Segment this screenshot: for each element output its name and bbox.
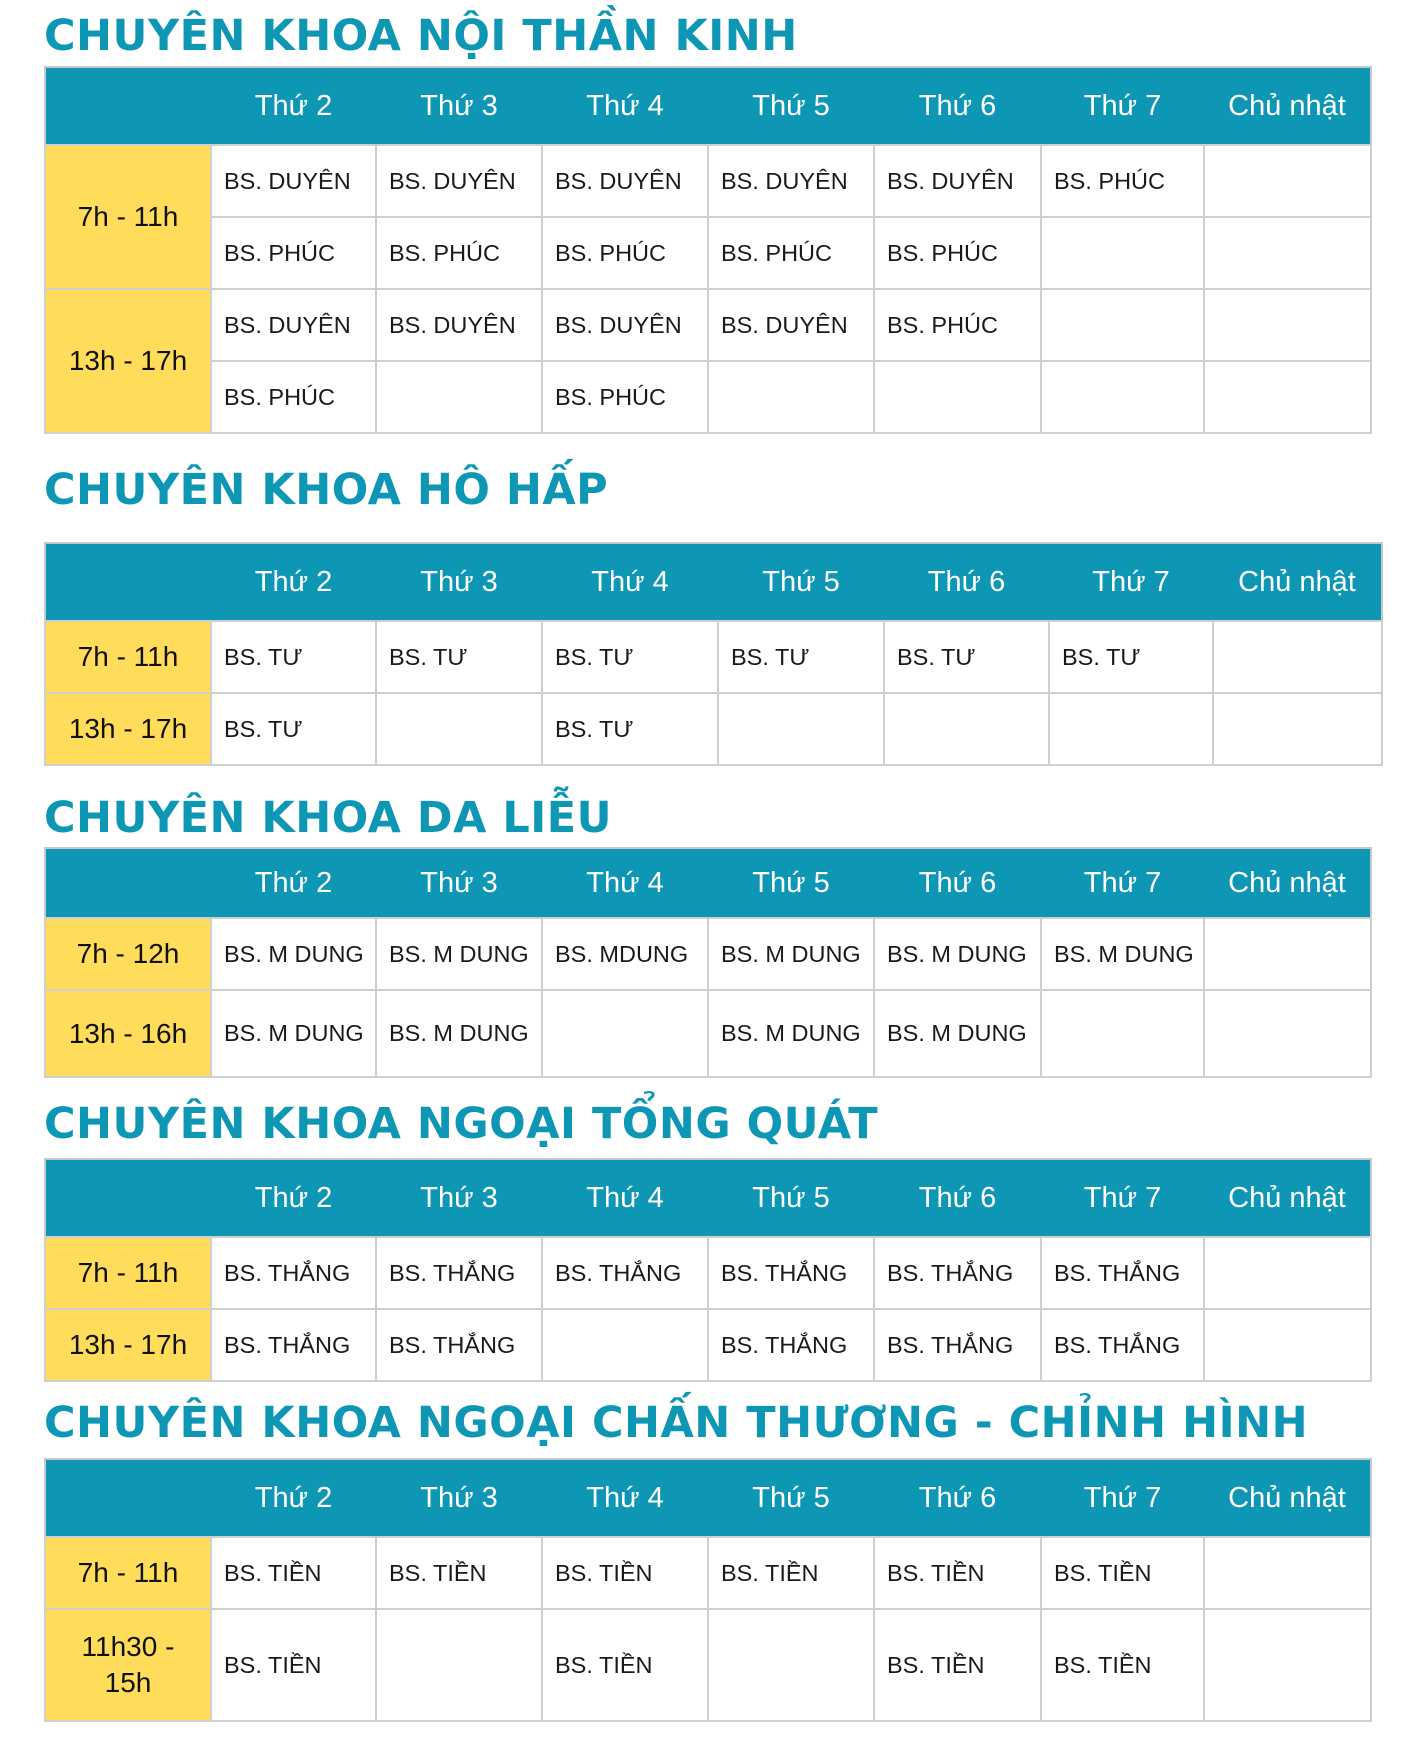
- day-header: Thứ 4: [542, 1159, 708, 1237]
- table-row: [45, 1609, 1371, 1721]
- section-title: CHUYÊN KHOA NGOẠI CHẤN THƯƠNG - CHỈNH HÌNH: [44, 1398, 1309, 1448]
- doctor-cell: BS. M DUNG: [376, 990, 542, 1077]
- doctor-cell: BS. MDUNG: [542, 918, 708, 990]
- doctor-cell: BS. TIỀN: [874, 1609, 1041, 1721]
- day-header: Thứ 2: [211, 1459, 376, 1537]
- time-slot-label: 13h - 17h: [45, 289, 211, 433]
- day-header: Thứ 4: [542, 543, 718, 621]
- time-slot-label: 13h - 17h: [45, 1309, 211, 1381]
- doctor-cell: [1041, 990, 1204, 1077]
- doctor-cell: BS. THẮNG: [1041, 1237, 1204, 1309]
- doctor-cell: [1041, 361, 1204, 433]
- day-header: Thứ 6: [874, 1459, 1041, 1537]
- header-row: [45, 848, 1371, 918]
- doctor-cell: BS. TƯ: [1049, 621, 1213, 693]
- time-slot-label: 7h - 11h: [45, 621, 211, 693]
- doctor-cell: BS. M DUNG: [708, 918, 874, 990]
- doctor-cell: BS. THẮNG: [211, 1309, 376, 1381]
- doctor-cell: BS. PHÚC: [542, 217, 708, 289]
- schedule-table: [44, 1458, 1372, 1722]
- doctor-cell: [1204, 1309, 1371, 1381]
- table-row: [45, 1237, 1371, 1309]
- doctor-cell: BS. THẮNG: [874, 1309, 1041, 1381]
- doctor-cell: BS. TƯ: [542, 693, 718, 765]
- doctor-cell: BS. TƯ: [884, 621, 1049, 693]
- header-corner: [45, 848, 211, 918]
- header-corner: [45, 67, 211, 145]
- day-header: Thứ 3: [376, 848, 542, 918]
- day-header: Chủ nhật: [1204, 67, 1371, 145]
- doctor-cell: [708, 361, 874, 433]
- doctor-cell: BS. PHÚC: [1041, 145, 1204, 217]
- day-header: Thứ 7: [1041, 1459, 1204, 1537]
- doctor-cell: [1204, 217, 1371, 289]
- doctor-cell: BS. M DUNG: [708, 990, 874, 1077]
- day-header: Thứ 5: [708, 67, 874, 145]
- doctor-cell: BS. THẮNG: [542, 1237, 708, 1309]
- doctor-cell: BS. M DUNG: [376, 918, 542, 990]
- schedule-table: [44, 847, 1372, 1078]
- day-header: Thứ 7: [1041, 1159, 1204, 1237]
- doctor-cell: BS. TƯ: [542, 621, 718, 693]
- section-title: CHUYÊN KHOA HÔ HẤP: [44, 465, 609, 515]
- day-header: Thứ 6: [874, 848, 1041, 918]
- day-header: Chủ nhật: [1213, 543, 1382, 621]
- doctor-cell: BS. THẮNG: [376, 1237, 542, 1309]
- doctor-cell: BS. TIỀN: [874, 1537, 1041, 1609]
- doctor-cell: BS. THẮNG: [708, 1309, 874, 1381]
- doctor-cell: BS. M DUNG: [211, 990, 376, 1077]
- table-row: [45, 918, 1371, 990]
- doctor-cell: BS. TIỀN: [708, 1537, 874, 1609]
- doctor-cell: BS. DUYÊN: [376, 289, 542, 361]
- doctor-cell: BS. PHÚC: [542, 361, 708, 433]
- table-row: [45, 145, 1371, 217]
- doctor-cell: BS. M DUNG: [211, 918, 376, 990]
- section-chuyen-khoa-ngoai-tong-quat: [44, 1098, 1346, 1360]
- doctor-cell: BS. DUYÊN: [542, 289, 708, 361]
- day-header: Thứ 3: [376, 543, 542, 621]
- doctor-cell: BS. DUYÊN: [708, 289, 874, 361]
- doctor-cell: [1213, 693, 1382, 765]
- doctor-cell: BS. DUYÊN: [211, 145, 376, 217]
- doctor-cell: BS. THẮNG: [708, 1237, 874, 1309]
- header-row: [45, 1159, 1371, 1237]
- day-header: Thứ 3: [376, 1459, 542, 1537]
- doctor-cell: [708, 1609, 874, 1721]
- doctor-cell: BS. TƯ: [376, 621, 542, 693]
- section-chuyen-khoa-noi-than-kinh: [44, 10, 1346, 410]
- doctor-cell: [718, 693, 884, 765]
- doctor-cell: [1204, 990, 1371, 1077]
- doctor-cell: BS. TIỀN: [211, 1537, 376, 1609]
- doctor-cell: [1049, 693, 1213, 765]
- table-row: [45, 217, 1371, 289]
- day-header: Thứ 3: [376, 1159, 542, 1237]
- doctor-cell: BS. DUYÊN: [211, 289, 376, 361]
- doctor-cell: [542, 1309, 708, 1381]
- section-title: CHUYÊN KHOA NGOẠI TỔNG QUÁT: [44, 1099, 879, 1149]
- section-chuyen-khoa-da-lieu: [44, 792, 1346, 1049]
- table-row: [45, 1537, 1371, 1609]
- time-slot-label: 11h30 - 15h: [45, 1609, 211, 1721]
- doctor-cell: [542, 990, 708, 1077]
- table-row: [45, 289, 1371, 361]
- day-header: Thứ 6: [874, 1159, 1041, 1237]
- doctor-cell: BS. M DUNG: [1041, 918, 1204, 990]
- header-row: [45, 543, 1382, 621]
- table-row: [45, 621, 1382, 693]
- doctor-cell: BS. THẮNG: [211, 1237, 376, 1309]
- doctor-cell: BS. DUYÊN: [874, 145, 1041, 217]
- doctor-cell: [1204, 289, 1371, 361]
- header-row: [45, 67, 1371, 145]
- doctor-cell: BS. TƯ: [718, 621, 884, 693]
- time-slot-label: 7h - 12h: [45, 918, 211, 990]
- day-header: Thứ 5: [718, 543, 884, 621]
- header-row: [45, 1459, 1371, 1537]
- doctor-cell: BS. M DUNG: [874, 990, 1041, 1077]
- section-title: CHUYÊN KHOA DA LIỄU: [44, 793, 613, 843]
- table-row: [45, 693, 1382, 765]
- time-slot-label: 13h - 16h: [45, 990, 211, 1077]
- schedule-table: [44, 542, 1383, 766]
- day-header: Thứ 5: [708, 1159, 874, 1237]
- section-title: CHUYÊN KHOA NỘI THẦN KINH: [44, 11, 798, 61]
- doctor-cell: BS. PHÚC: [874, 289, 1041, 361]
- doctor-cell: BS. DUYÊN: [376, 145, 542, 217]
- header-corner: [45, 1159, 211, 1237]
- table-row: [45, 1309, 1371, 1381]
- doctor-cell: BS. PHÚC: [376, 217, 542, 289]
- time-slot-label: 7h - 11h: [45, 1537, 211, 1609]
- doctor-cell: BS. TIỀN: [211, 1609, 376, 1721]
- doctor-cell: [1041, 289, 1204, 361]
- day-header: Thứ 7: [1041, 848, 1204, 918]
- day-header: Chủ nhật: [1204, 848, 1371, 918]
- schedule-table: [44, 66, 1372, 434]
- doctor-cell: [874, 361, 1041, 433]
- doctor-cell: [376, 1609, 542, 1721]
- day-header: Thứ 6: [874, 67, 1041, 145]
- section-chuyen-khoa-ngoai-chan-thuong-chinh-hinh: [44, 1397, 1346, 1698]
- doctor-cell: BS. THẮNG: [874, 1237, 1041, 1309]
- day-header: Thứ 3: [376, 67, 542, 145]
- doctor-cell: [1204, 918, 1371, 990]
- day-header: Thứ 7: [1049, 543, 1213, 621]
- day-header: Chủ nhật: [1204, 1459, 1371, 1537]
- doctor-cell: BS. TƯ: [211, 621, 376, 693]
- doctor-cell: BS. TIỀN: [542, 1537, 708, 1609]
- time-slot-label: 13h - 17h: [45, 693, 211, 765]
- doctor-cell: BS. PHÚC: [874, 217, 1041, 289]
- doctor-cell: [1204, 1609, 1371, 1721]
- header-corner: [45, 1459, 211, 1537]
- table-row: [45, 990, 1371, 1077]
- time-slot-label: 7h - 11h: [45, 145, 211, 289]
- doctor-cell: [1204, 361, 1371, 433]
- table-row: [45, 361, 1371, 433]
- day-header: Thứ 6: [884, 543, 1049, 621]
- doctor-cell: BS. M DUNG: [874, 918, 1041, 990]
- doctor-cell: [376, 693, 542, 765]
- doctor-cell: BS. TƯ: [211, 693, 376, 765]
- header-corner: [45, 543, 211, 621]
- section-chuyen-khoa-ho-hap: [44, 464, 1356, 744]
- doctor-cell: [1204, 1237, 1371, 1309]
- day-header: Thứ 4: [542, 67, 708, 145]
- day-header: Thứ 2: [211, 543, 376, 621]
- doctor-cell: [1204, 145, 1371, 217]
- day-header: Thứ 4: [542, 848, 708, 918]
- doctor-cell: [376, 361, 542, 433]
- doctor-cell: BS. DUYÊN: [708, 145, 874, 217]
- doctor-cell: [884, 693, 1049, 765]
- doctor-cell: BS. THẮNG: [376, 1309, 542, 1381]
- day-header: Thứ 2: [211, 67, 376, 145]
- day-header: Thứ 7: [1041, 67, 1204, 145]
- doctor-cell: BS. TIỀN: [542, 1609, 708, 1721]
- day-header: Thứ 5: [708, 1459, 874, 1537]
- day-header: Chủ nhật: [1204, 1159, 1371, 1237]
- time-slot-label: 7h - 11h: [45, 1237, 211, 1309]
- doctor-cell: BS. PHÚC: [211, 361, 376, 433]
- day-header: Thứ 5: [708, 848, 874, 918]
- day-header: Thứ 2: [211, 1159, 376, 1237]
- doctor-cell: BS. DUYÊN: [542, 145, 708, 217]
- doctor-cell: BS. PHÚC: [211, 217, 376, 289]
- doctor-cell: [1041, 217, 1204, 289]
- doctor-cell: [1213, 621, 1382, 693]
- doctor-cell: BS. PHÚC: [708, 217, 874, 289]
- doctor-cell: BS. TIỀN: [376, 1537, 542, 1609]
- doctor-cell: BS. THẮNG: [1041, 1309, 1204, 1381]
- doctor-cell: BS. TIỀN: [1041, 1537, 1204, 1609]
- day-header: Thứ 2: [211, 848, 376, 918]
- schedule-table: [44, 1158, 1372, 1382]
- doctor-cell: BS. TIỀN: [1041, 1609, 1204, 1721]
- doctor-cell: [1204, 1537, 1371, 1609]
- day-header: Thứ 4: [542, 1459, 708, 1537]
